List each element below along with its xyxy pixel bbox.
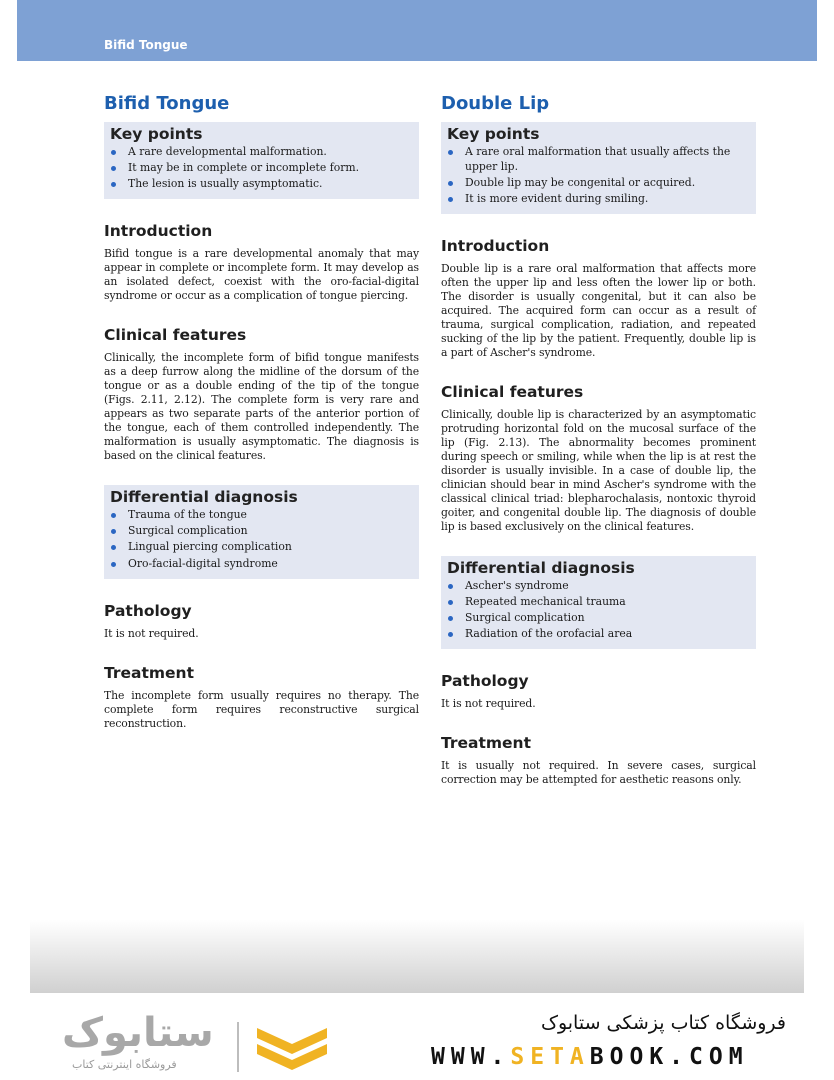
clinical-features-heading: Clinical features — [104, 326, 247, 345]
list-item: It is more evident during smiling. — [447, 192, 750, 207]
bullet-icon — [448, 616, 453, 621]
list-item: Repeated mechanical trauma — [447, 595, 750, 610]
pathology-heading: Pathology — [441, 672, 529, 691]
left-column — [104, 92, 419, 731]
bullet-icon — [448, 197, 453, 202]
list-item: Lingual piercing complication — [110, 540, 413, 555]
bullet-icon — [111, 150, 116, 155]
bullet-icon — [111, 529, 116, 534]
list-item: Radiation of the orofacial area — [447, 627, 750, 642]
running-title: Bifid Tongue — [104, 38, 188, 52]
store-name: فروشگاه کتاب پزشکی ستابوک — [540, 1012, 786, 1034]
clinical-features-heading: Clinical features — [441, 382, 584, 401]
list-item: A rare oral malformation that usually affects the upper lip. — [447, 145, 750, 174]
treatment-text: It is usually not required. In severe cases, surgical correction may be attempted for aesthetic reasons only. — [441, 759, 756, 787]
right-column — [441, 92, 756, 787]
list-item: Surgical complication — [110, 524, 413, 539]
footer-shade — [30, 920, 804, 993]
logo-divider — [237, 1022, 239, 1072]
running-header — [17, 0, 817, 61]
store-url[interactable]: WWW.SETABOOK.COM — [431, 1044, 749, 1070]
store-logo — [62, 1010, 332, 1080]
treatment-heading: Treatment — [441, 734, 532, 753]
chevron-logo-icon — [257, 1022, 327, 1074]
pathology-text: It is not required. — [441, 697, 536, 711]
section-title: Double Lip — [441, 93, 550, 114]
bullet-icon — [448, 600, 453, 605]
pathology-heading: Pathology — [104, 601, 192, 620]
list-item: Oro-facial-digital syndrome — [110, 557, 413, 572]
list-item: Surgical complication — [447, 611, 750, 626]
pathology-text: It is not required. — [104, 626, 199, 640]
bullet-icon — [448, 632, 453, 637]
list-item: Trauma of the tongue — [110, 508, 413, 523]
list-item: Ascher's syndrome — [447, 579, 750, 594]
introduction-heading: Introduction — [104, 222, 213, 241]
differential-heading: Differential diagnosis — [110, 488, 298, 507]
introduction-text: Bifid tongue is a rare developmental anomaly that may appear in complete or incomplete form. It may develop as an isolated defect, coexist with the oro-facial-digital syndrome or occur as a complication of tongue piercing. — [104, 247, 419, 303]
clinical-features-text: Clinically, the incomplete form of bifid tongue manifests as a deep furrow along the midline of the dorsum of the tongue or as a double ending of the tip of the tongue (Figs. 2.11, 2.12). The complete form is very rare and appears as two separate parts of the anterior portion of the tongue, each of them controlled independently. The malformation is usually asymptomatic. The diagnosis is based on the clinical features. — [104, 351, 419, 463]
key-points-heading: Key points — [110, 125, 203, 143]
logo-subtitle: فروشگاه اینترنتی کتاب — [72, 1058, 177, 1071]
list-item: Double lip may be congenital or acquired. — [447, 176, 750, 191]
differential-diagnosis-box — [104, 485, 419, 578]
key-points-box — [441, 122, 756, 214]
bullet-icon — [111, 182, 116, 187]
differential-heading: Differential diagnosis — [447, 558, 635, 577]
treatment-heading: Treatment — [104, 663, 195, 682]
key-points-heading: Key points — [447, 125, 540, 143]
bullet-icon — [448, 181, 453, 186]
introduction-heading: Introduction — [441, 236, 550, 255]
bullet-icon — [111, 513, 116, 518]
bullet-icon — [111, 562, 116, 567]
clinical-features-text: Clinically, double lip is characterized by an asymptomatic protruding horizontal fold on the mucosal surface of the lip (Fig. 2.13). The abnormality becomes prominent during speech or smiling, while when the lip is at rest the disorder is usually invisible. In a case of double lip, the clinician should bear in mind Ascher's syndrome with the classical clinical triad: blepharochalasis, nontoxic thyroid goiter, and congenital double lip. The diagnosis of double lip is based exclusively on the clinical features. — [441, 407, 756, 533]
bullet-icon — [448, 150, 453, 155]
key-points-box — [104, 122, 419, 199]
differential-diagnosis-box — [441, 556, 756, 649]
logo-wordmark: ستابوک — [62, 1010, 214, 1056]
bullet-icon — [448, 584, 453, 589]
list-item: It may be in complete or incomplete form. — [110, 161, 413, 176]
treatment-text: The incomplete form usually requires no therapy. The complete form requires reconstructive surgical reconstruction. — [104, 688, 419, 730]
section-title: Bifid Tongue — [104, 93, 230, 114]
list-item: The lesion is usually asymptomatic. — [110, 177, 413, 192]
introduction-text: Double lip is a rare oral malformation that affects more often the upper lip and less often the lower lip or both. The disorder is usually congenital, but it can also be acquired. The acquired form can occur as a result of trauma, surgical complication, radiation, and repeated sucking of the lip by the patient. Frequently, double lip is a part of Ascher's syndrome. — [441, 261, 756, 359]
bullet-icon — [111, 166, 116, 171]
list-item: A rare developmental malformation. — [110, 145, 413, 160]
bullet-icon — [111, 545, 116, 550]
